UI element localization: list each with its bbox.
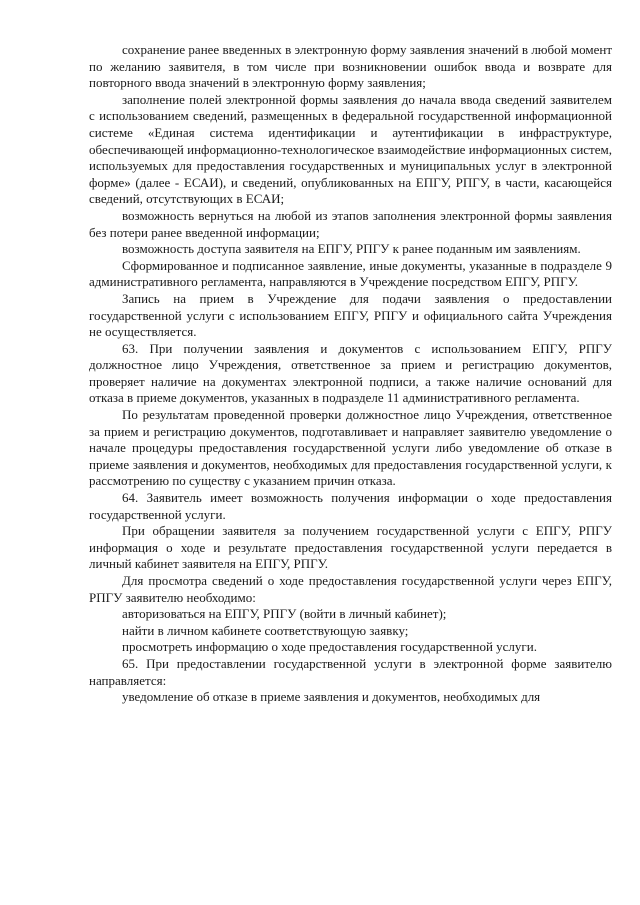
paragraph-13: найти в личном кабинете соответствующую заявку; [122,622,409,638]
paragraph-9: 64. Заявитель имеет возможность получения информации о ходе предоставления государственной услуги. [89,490,612,522]
paragraph-1: сохранение ранее введенных в электронную форму заявления значений в любой момент по желанию заявителя, в том числе при возникновении ошибок ввода и возврате для повторного ввода значений в электронную форму заявления; [89,42,612,91]
paragraph-12: авторизоваться на ЕПГУ, РПГУ (войти в личный кабинет); [122,606,447,622]
paragraph-4: возможность доступа заявителя на ЕПГУ, РПГУ к ранее поданным им заявлениям. [122,241,581,257]
paragraph-7: 63. При получении заявления и документов с использованием ЕПГУ, РПГУ должностное лицо Учреждения, ответственное за прием и регистрацию документов, проверяет наличие на документах электронной подписи, а также наличие оснований для отказа в приеме документов, указанных в подразделе 11 административного регламента. [89,340,612,406]
paragraph-10: При обращении заявителя за получением государственной услуги с ЕПГУ, РПГУ информация о ходе и результате предоставления государственной услуги передается в личный кабинет заявителя на ЕПГУ, РПГУ. [89,523,612,572]
paragraph-11: Для просмотра сведений о ходе предоставления государственной услуги через ЕПГУ, РПГУ заявителю необходимо: [89,573,612,605]
paragraph-16: уведомление об отказе в приеме заявления и документов, необходимых для [122,689,541,705]
paragraph-15: 65. При предоставлении государственной услуги в электронной форме заявителю направляется: [89,655,612,688]
paragraph-8: По результатам проведенной проверки должностное лицо Учреждения, ответственное за прием и регистрацию документов, подготавливает и направляет заявителю уведомление о начале процедуры предоставления государственной услуги либо уведомление об отказе в приеме заявления и документов, необходимых для предоставления государственной услуги, к рассмотрению по существу с указанием причин отказа. [89,407,612,489]
paragraph-5: Сформированное и подписанное заявление, иные документы, указанные в подразделе 9 административного регламента, направляются в Учреждение посредством ЕПГУ, РПГУ. [89,257,612,290]
paragraph-3: возможность вернуться на любой из этапов заполнения электронной формы заявления без потери ранее введенной информации; [89,207,612,240]
paragraph-14: просмотреть информацию о ходе предоставления государственной услуги. [122,639,537,655]
paragraph-6: Запись на прием в Учреждение для подачи заявления о предоставлении государственной услуги с использованием ЕПГУ, РПГУ и официального сайта Учреждения не осуществляется. [89,290,612,340]
paragraph-2: заполнение полей электронной формы заявления до начала ввода сведений заявителем с использованием сведений, размещенных в федеральной государственной информационной системе «Единая система идентификации и аутентификации в инфраструктуре, обеспечивающей информационно-технологическое взаимодействие информационных систем, используемых для предоставления государственных и муниципальных услуг в электронной форме» (далее - ЕСАИ), и сведений, опубликованных на ЕПГУ, РПГУ, в части, касающейся сведений, отсутствующих в ЕСАИ; [89,91,612,207]
